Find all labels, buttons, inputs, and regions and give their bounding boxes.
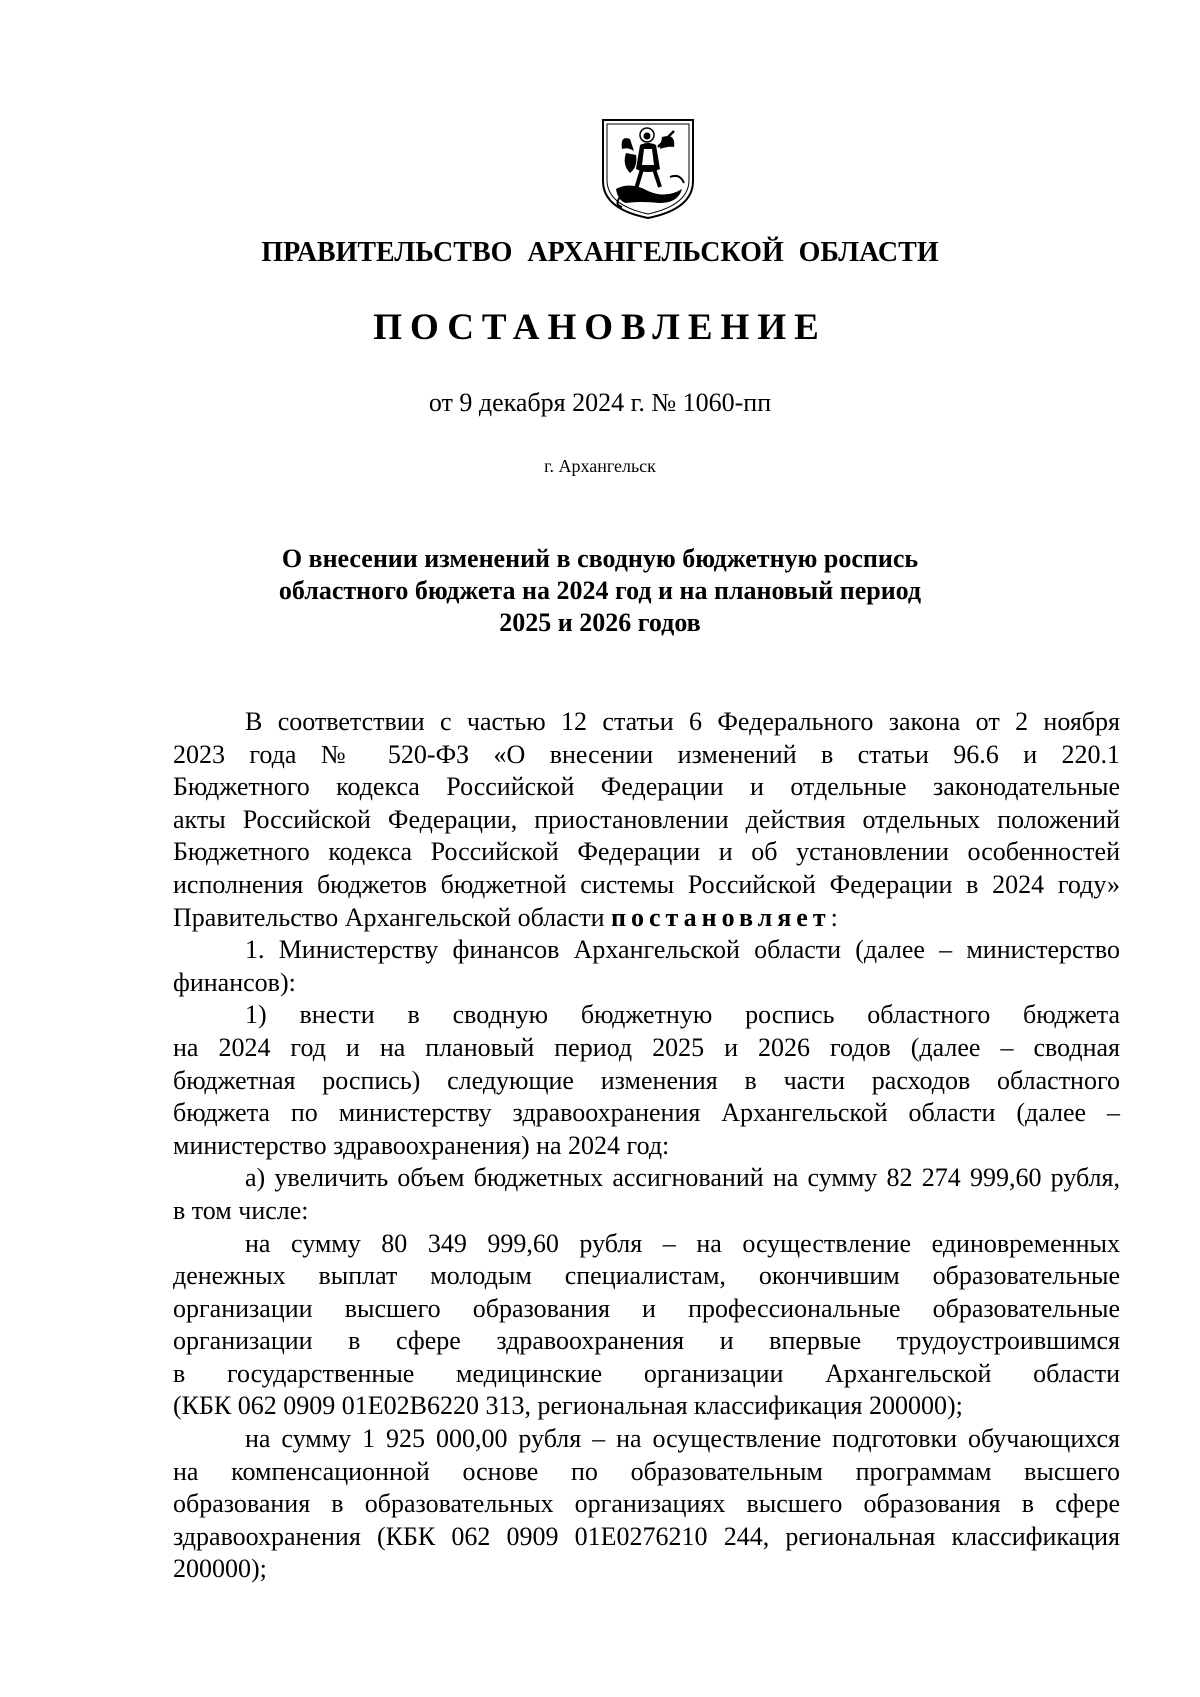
body-line: в государственные медицинские организации Архангельской области <box>173 1358 1120 1388</box>
coat-of-arms-icon <box>600 117 696 221</box>
resolution-subject: Правительство Архангельской области <box>173 902 612 932</box>
body-line: в том числе: <box>173 1195 309 1225</box>
body-line: 1) внести в сводную бюджетную роспись областного бюджета <box>245 1000 1120 1030</box>
body-line: организации высшего образования и профессиональные образовательные <box>173 1293 1120 1323</box>
body-line: организации в сфере здравоохранения и впервые трудоустроившимся <box>173 1326 1120 1356</box>
subject-line: 2025 и 2026 годов <box>499 608 701 637</box>
document-city: г. Архангельск <box>544 456 656 476</box>
body-line: бюджетная роспись) следующие изменения в части расходов областного <box>173 1065 1120 1095</box>
body-line: образования в образовательных организациях высшего образования в сфере <box>173 1489 1120 1519</box>
subject-line: областного бюджета на 2024 год и на плановый период <box>278 576 922 605</box>
body-line: на сумму 1 925 000,00 рубля – на осуществление подготовки обучающихся <box>245 1424 1120 1454</box>
resolution-verb: постановляет <box>611 902 831 932</box>
body-line: а) увеличить объем бюджетных ассигнований на сумму 82 274 999,60 рубля, <box>245 1163 1120 1193</box>
body-line: исполнения бюджетов бюджетной системы Российской Федерации в 2024 году» <box>173 869 1120 899</box>
body-line: денежных выплат молодым специалистам, окончившим образовательные <box>173 1261 1120 1291</box>
body-line: 2023 года № 520-ФЗ «О внесении изменений в статьи 96.6 и 220.1 <box>173 739 1120 769</box>
body-line: на сумму 80 349 999,60 рубля – на осуществление единовременных <box>245 1228 1120 1258</box>
body-line: 1. Министерству финансов Архангельской области (далее – министерство <box>245 935 1120 965</box>
body-line: министерство здравоохранения) на 2024 год: <box>173 1130 670 1160</box>
document-date-number: от 9 декабря 2024 г. № 1060-пп <box>428 388 772 417</box>
body-line: акты Российской Федерации, приостановлении действия отдельных положений <box>173 804 1120 834</box>
resolution-colon: : <box>830 902 838 932</box>
body-line-resolution <box>173 902 1120 935</box>
body-line: здравоохранения (КБК 062 0909 01Е0276210 244, региональная классификация <box>173 1521 1120 1551</box>
document-subject <box>0 543 1200 639</box>
document-type-title: ПОСТАНОВЛЕНИЕ <box>373 307 827 348</box>
body-line: 200000); <box>173 1554 267 1584</box>
body-line: Бюджетного кодекса Российской Федерации и об установлении особенностей <box>173 837 1120 867</box>
government-name: ПРАВИТЕЛЬСТВО АРХАНГЕЛЬСКОЙ ОБЛАСТИ <box>261 237 939 268</box>
body-line: финансов): <box>173 967 296 997</box>
document-body <box>173 706 1120 1586</box>
body-line: (КБК 062 0909 01Е02В6220 313, региональная классификация 200000); <box>173 1391 963 1421</box>
body-line: на компенсационной основе по образовательным программам высшего <box>173 1456 1120 1486</box>
body-line: Бюджетного кодекса Российской Федерации и отдельные законодательные <box>173 772 1120 802</box>
body-line: бюджета по министерству здравоохранения Архангельской области (далее – <box>173 1098 1120 1128</box>
body-line: на 2024 год и на плановый период 2025 и 2026 годов (далее – сводная <box>173 1032 1120 1062</box>
body-line: В соответствии с частью 12 статьи 6 Федерального закона от 2 ноября <box>245 707 1120 736</box>
subject-line: О внесении изменений в сводную бюджетную роспись <box>281 544 919 573</box>
